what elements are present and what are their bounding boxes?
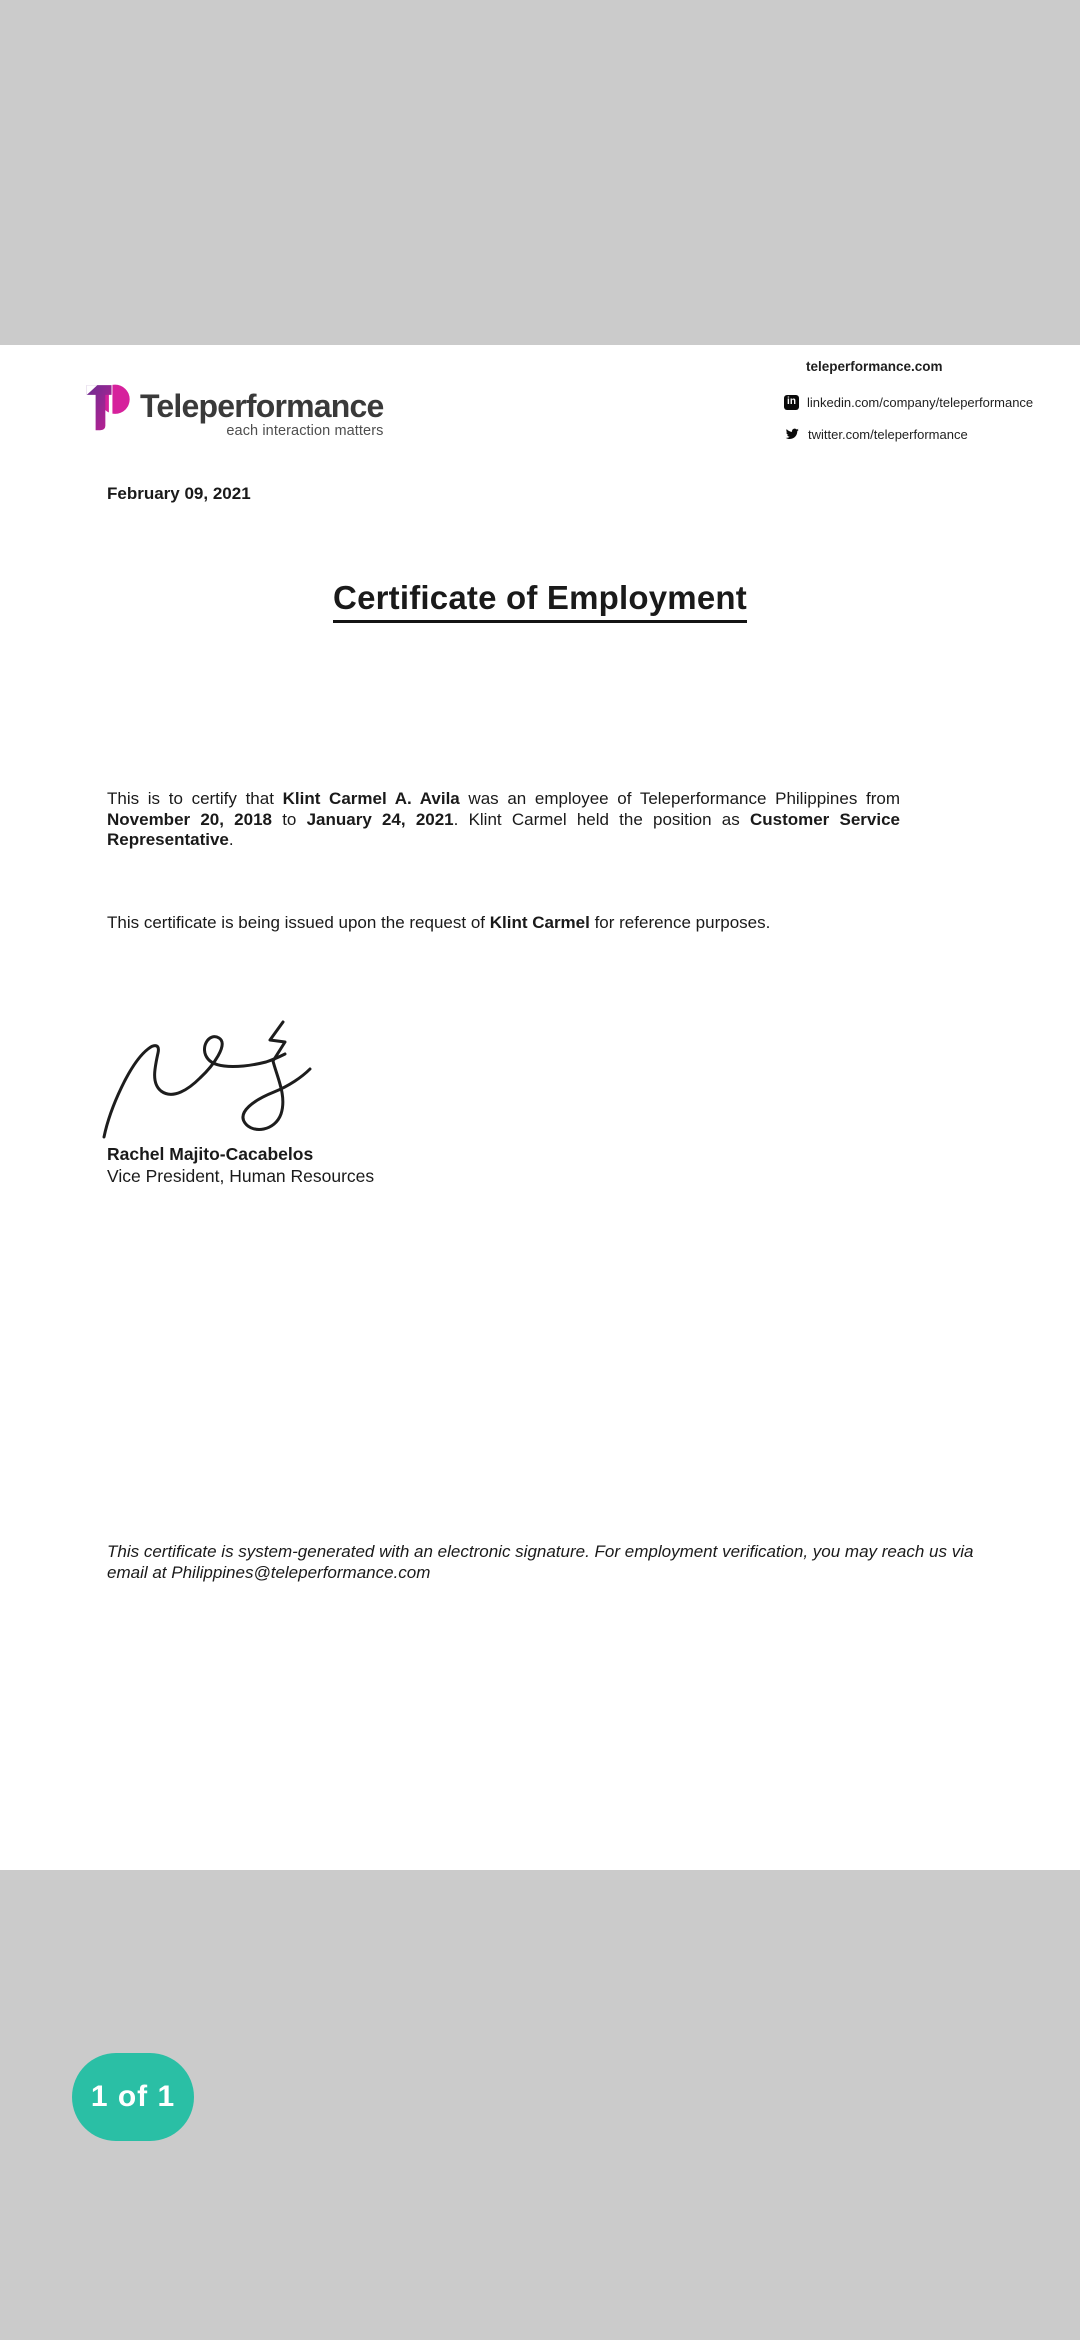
request-paragraph: This certificate is being issued upon the request of Klint Carmel for reference purposes. bbox=[107, 913, 771, 932]
linkedin-link bbox=[784, 394, 1033, 410]
document-page[interactable] bbox=[0, 345, 1080, 1870]
brand-tagline: each interaction matters bbox=[226, 423, 384, 439]
signature-scribble-icon bbox=[96, 1015, 336, 1145]
twitter-link bbox=[784, 426, 968, 442]
signatory-name: Rachel Majito-Cacabelos bbox=[107, 1144, 314, 1164]
linkedin-text: linkedin.com/company/teleperformance bbox=[807, 394, 1034, 410]
twitter-text: twitter.com/teleperformance bbox=[808, 426, 968, 442]
page-indicator bbox=[72, 2053, 194, 2141]
certificate-body-paragraph: This is to certify that Klint Carmel A. Avila was an employee of Teleperformance Philippines from November 20, 2018 to January 24, 2021. Klint Carmel held the position as Customer Service Representative. bbox=[107, 789, 900, 849]
document-date: February 09, 2021 bbox=[107, 484, 251, 503]
website-link bbox=[784, 358, 943, 374]
signatory-role: Vice President, Human Resources bbox=[107, 1166, 375, 1186]
nav-bar bbox=[0, 2225, 1080, 2340]
page-indicator-label: 1 of 1 bbox=[90, 2080, 176, 2113]
brand-wordmark: Teleperformance bbox=[140, 388, 384, 424]
twitter-icon bbox=[784, 427, 800, 441]
certificate-title: Certificate of Employment bbox=[0, 579, 1080, 623]
system-note: This certificate is system-generated with an electronic signature. For employment verification, you may reach us via email at Philippines@teleperformance.com bbox=[107, 1542, 974, 1582]
teleperformance-tp-icon bbox=[85, 381, 131, 437]
linkedin-icon: in bbox=[784, 395, 799, 410]
brand-logo bbox=[85, 381, 384, 439]
website-text: teleperformance.com bbox=[806, 358, 943, 374]
